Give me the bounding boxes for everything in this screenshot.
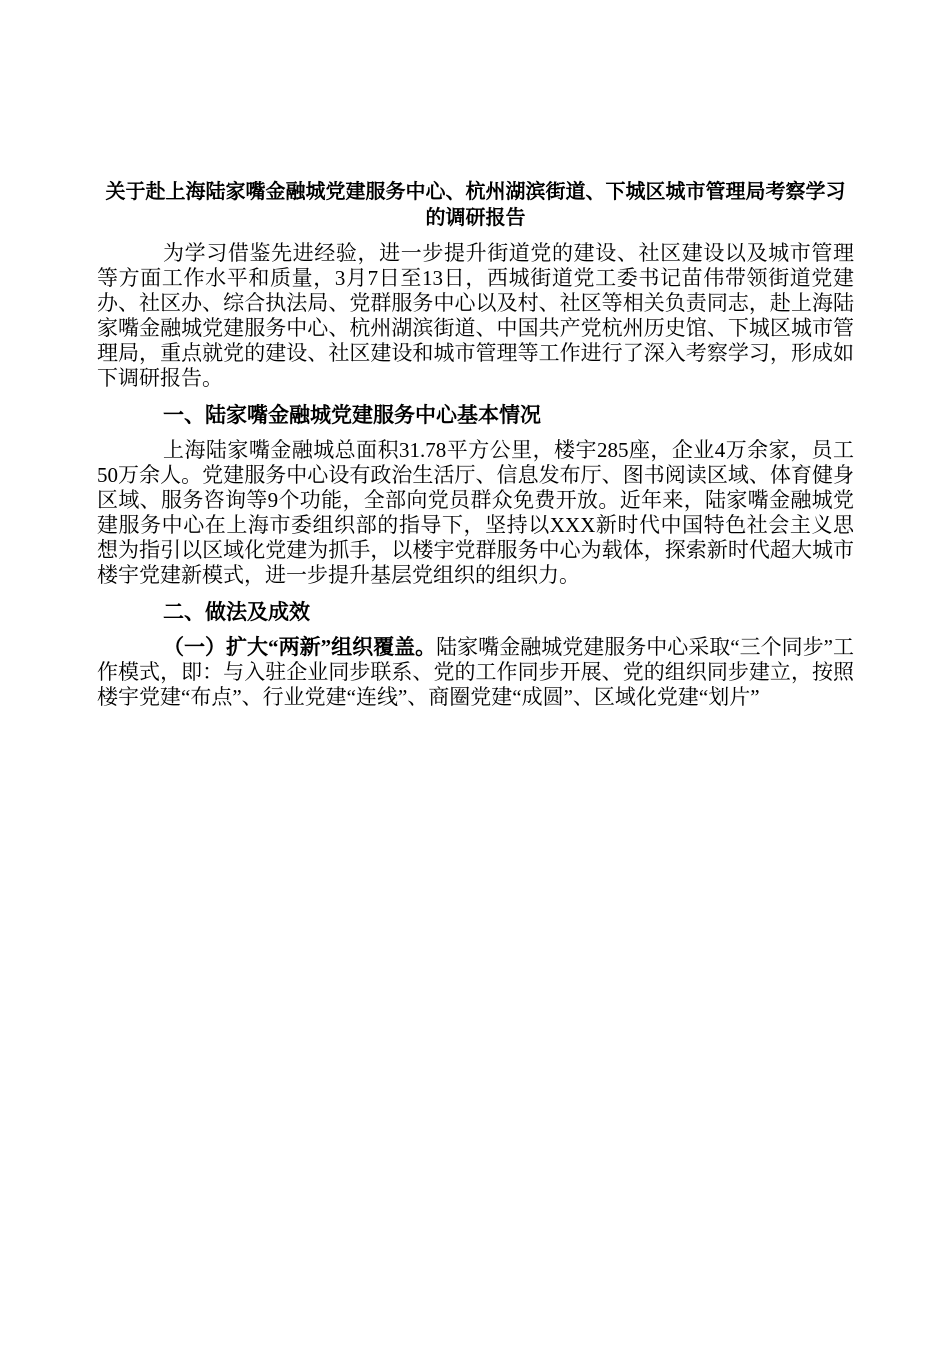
intro-paragraph: 为学习借鉴先进经验，进一步提升街道党的建设、社区建设以及城市管理等方面工作水平和质量，3月7日至13日，西城街道党工委书记苗伟带领街道党建办、社区办、综合执法局、党群服务中心以及村、社区等相关负责同志，赴上海陆家嘴金融城党建服务中心、杭州湖滨街道、中国共产党杭州历史馆、下城区城市管理局，重点就党的建设、社区建设和城市管理等工作进行了深入考察学习，形成如下调研报告。	[97, 241, 854, 390]
section-1-body-paragraph: 上海陆家嘴金融城总面积31.78平方公里，楼宇285座，企业4万余家，员工50万余人。党建服务中心设有政治生活厅、信息发布厅、图书阅读区域、体育健身区域、服务咨询等9个功能，全部向党员群众免费开放。近年来，陆家嘴金融城党建服务中心在上海市委组织部的指导下，坚持以XXX新时代中国特色社会主义思想为指引以区域化党建为抓手，以楼宇党群服务中心为载体，探索新时代超大城市楼宇党建新模式，进一步提升基层党组织的组织力。	[97, 438, 854, 587]
section-2-item-1-body: 陆家嘴金融城党建服务中心采取“三个同步”工作模式，即：与入驻企业同步联系、党的工作同步开展、党的组织同步建立，按照楼宇党建“布点”、行业党建“连线”、商圈党建“成圆”、区域化党建“划片”	[97, 635, 855, 709]
document-title: 关于赴上海陆家嘴金融城党建服务中心、杭州湖滨街道、下城区城市管理局考察学习的调研报告	[105, 181, 846, 229]
section-2-heading: 二、做法及成效	[163, 600, 310, 624]
section-2-item-1-lead: （一）扩大“两新”组织覆盖。	[163, 635, 437, 659]
section-1-heading: 一、陆家嘴金融城党建服务中心基本情况	[163, 403, 541, 427]
section-2-item-1-paragraph	[97, 635, 854, 710]
